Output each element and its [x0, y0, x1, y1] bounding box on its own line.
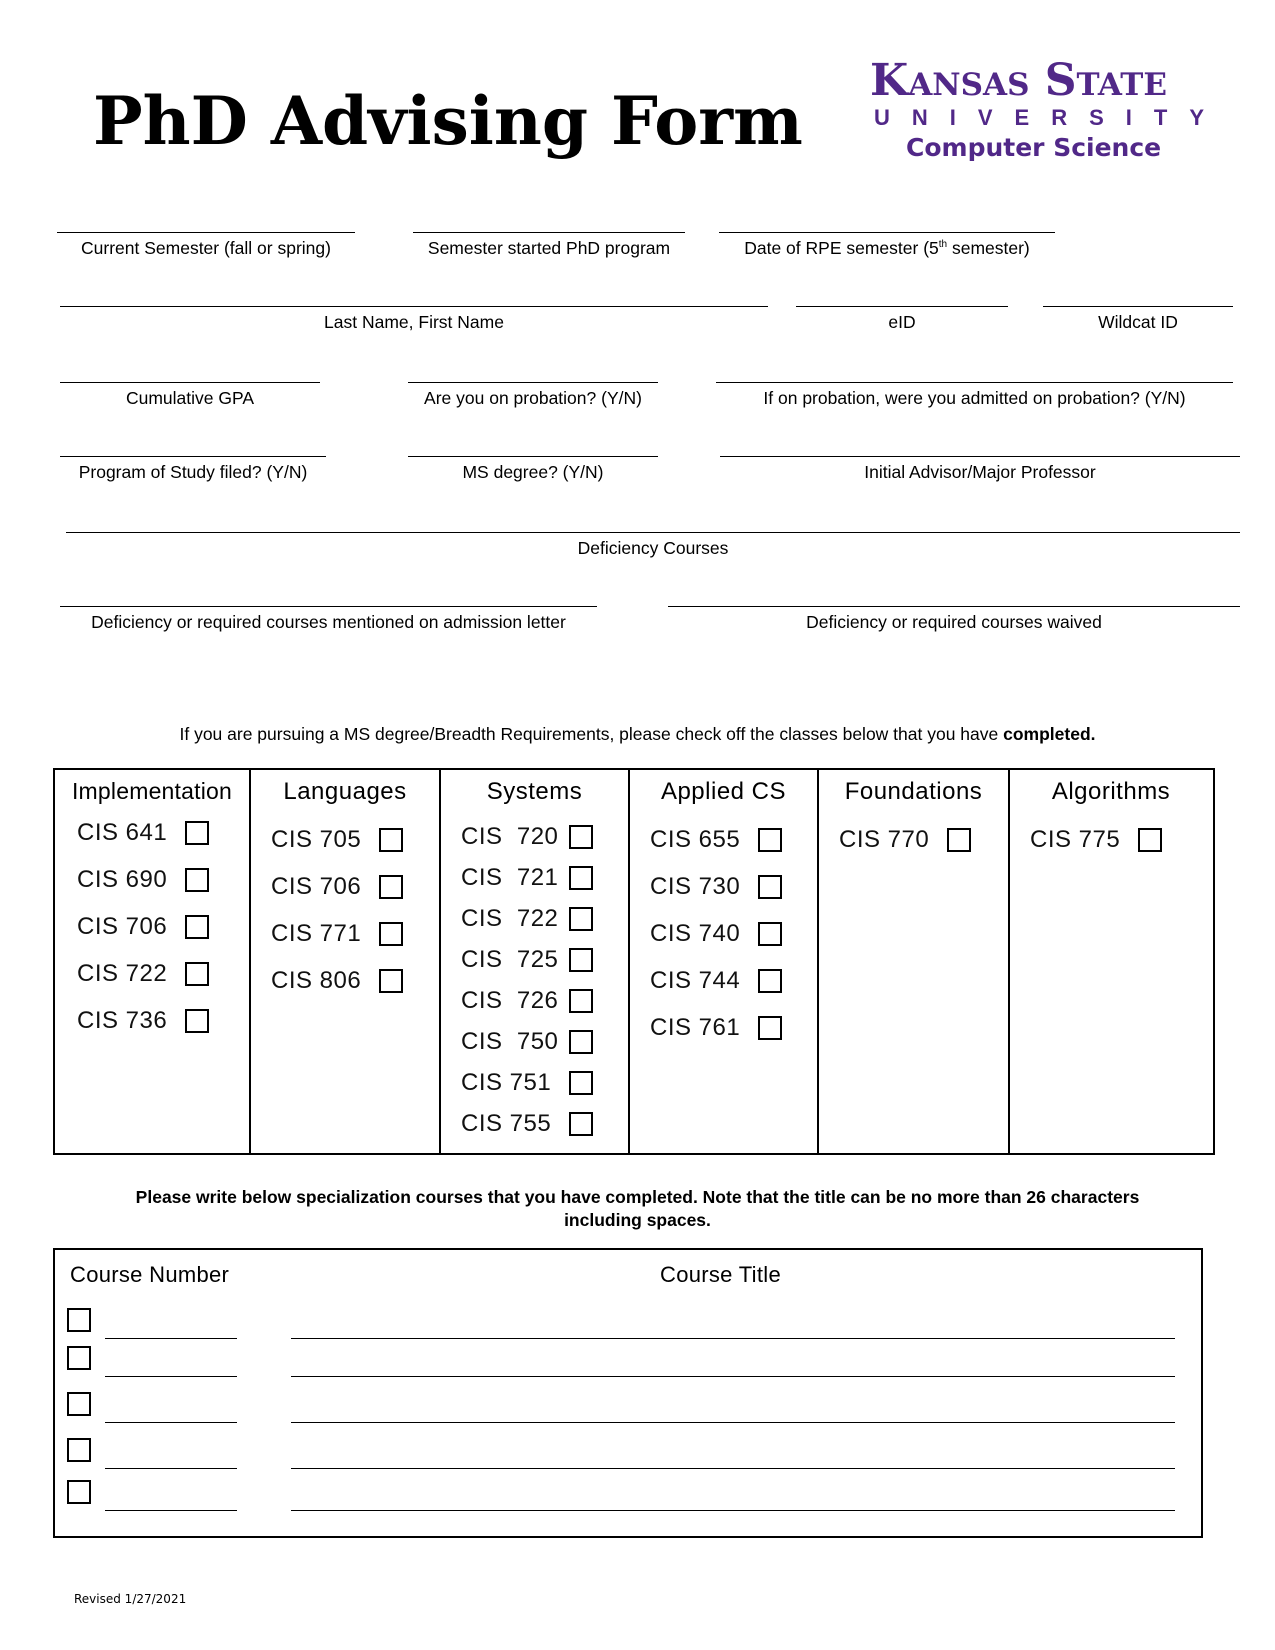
- course-row[interactable]: [630, 910, 817, 957]
- breadth-instruction-bold: completed.: [1003, 724, 1096, 744]
- deficiency-courses-label: Deficiency Courses: [577, 538, 729, 558]
- course-list: [630, 816, 817, 1051]
- current-semester-label: Current Semester (fall or spring): [81, 238, 331, 258]
- course-number-line[interactable]: [105, 1510, 237, 1511]
- deficiency-letter-field[interactable]: [60, 606, 597, 633]
- deficiency-courses-field[interactable]: [66, 532, 1240, 559]
- course-title-line[interactable]: [291, 1338, 1175, 1339]
- course-number: CIS 751: [461, 1068, 552, 1096]
- gpa-line[interactable]: [60, 382, 320, 383]
- course-row[interactable]: [251, 910, 439, 957]
- course-title-line[interactable]: [291, 1468, 1175, 1469]
- course-checkbox[interactable]: [569, 825, 593, 849]
- specialization-row: [55, 1392, 1201, 1432]
- current-semester-field[interactable]: [57, 232, 355, 259]
- course-checkbox[interactable]: [379, 875, 403, 899]
- category-header: Foundations: [844, 778, 983, 805]
- specialization-instruction-line2: including spaces.: [564, 1210, 711, 1230]
- course-row[interactable]: [441, 857, 628, 898]
- admitted-probation-label: If on probation, were you admitted on probation? (Y/N): [763, 388, 1186, 408]
- course-number: CIS 690: [77, 865, 168, 893]
- course-number: CIS 736: [77, 1006, 168, 1034]
- advisor-label: Initial Advisor/Major Professor: [864, 462, 1096, 482]
- course-title-line[interactable]: [291, 1510, 1175, 1511]
- rpe-semester-line[interactable]: [719, 232, 1055, 233]
- category-applied-cs: [630, 770, 819, 1153]
- course-number: CIS 641: [77, 818, 168, 846]
- course-checkbox[interactable]: [379, 922, 403, 946]
- name-field[interactable]: [60, 306, 768, 333]
- course-list: [819, 816, 1008, 863]
- ms-degree-line[interactable]: [408, 456, 658, 457]
- category-systems: [441, 770, 630, 1153]
- course-checkbox[interactable]: [758, 969, 782, 993]
- deficiency-waived-field[interactable]: [668, 606, 1240, 633]
- admitted-probation-line[interactable]: [716, 382, 1233, 383]
- course-number: CIS 720: [461, 822, 559, 850]
- course-row[interactable]: [1010, 816, 1212, 863]
- category-implementation: [55, 770, 251, 1153]
- current-semester-line[interactable]: [57, 232, 355, 233]
- course-list: [441, 816, 628, 1144]
- specialization-checkbox[interactable]: [67, 1438, 91, 1462]
- advisor-field[interactable]: [720, 456, 1240, 483]
- course-number-line[interactable]: [105, 1422, 237, 1423]
- specialization-checkbox[interactable]: [67, 1480, 91, 1504]
- rpe-label-prefix: Date of RPE semester (5: [744, 238, 939, 258]
- rpe-label-suffix: semester): [947, 238, 1030, 258]
- course-row[interactable]: [630, 816, 817, 863]
- wildcat-id-label: Wildcat ID: [1098, 312, 1178, 332]
- course-checkbox[interactable]: [185, 1009, 209, 1033]
- course-row[interactable]: [55, 856, 249, 903]
- specialization-table: [53, 1248, 1203, 1538]
- specialization-row: [55, 1480, 1201, 1520]
- breadth-instruction: [0, 724, 1275, 745]
- course-checkbox[interactable]: [569, 989, 593, 1013]
- course-checkbox[interactable]: [758, 922, 782, 946]
- specialization-instruction-line1: Please write below specialization courses that you have completed. Note that the title can be no more than 26 characters: [135, 1187, 1140, 1207]
- specialization-checkbox[interactable]: [67, 1308, 91, 1332]
- deficiency-courses-line[interactable]: [66, 532, 1240, 533]
- breadth-categories-table: [53, 768, 1215, 1155]
- course-checkbox[interactable]: [185, 962, 209, 986]
- course-row[interactable]: [630, 1004, 817, 1051]
- university-logo: [870, 55, 1227, 164]
- course-checkbox[interactable]: [185, 868, 209, 892]
- course-checkbox[interactable]: [185, 915, 209, 939]
- deficiency-waived-label: Deficiency or required courses waived: [806, 612, 1102, 632]
- course-checkbox[interactable]: [569, 866, 593, 890]
- course-row[interactable]: [441, 898, 628, 939]
- eid-line[interactable]: [796, 306, 1008, 307]
- course-number: CIS 655: [650, 825, 741, 853]
- name-line[interactable]: [60, 306, 768, 307]
- course-number-header: Course Number: [70, 1262, 230, 1287]
- rpe-semester-field[interactable]: [719, 232, 1055, 259]
- eid-label: eID: [888, 312, 916, 332]
- advisor-line[interactable]: [720, 456, 1240, 457]
- specialization-checkbox[interactable]: [67, 1346, 91, 1370]
- course-checkbox[interactable]: [947, 828, 971, 852]
- course-number-line[interactable]: [105, 1376, 237, 1377]
- course-checkbox[interactable]: [569, 1112, 593, 1136]
- course-number: CIS 705: [271, 825, 362, 853]
- course-checkbox[interactable]: [758, 828, 782, 852]
- course-row[interactable]: [441, 939, 628, 980]
- course-row[interactable]: [251, 863, 439, 910]
- breadth-instruction-text: If you are pursuing a MS degree/Breadth Requirements, please check off the classes below that you have: [179, 724, 1004, 744]
- category-foundations: [819, 770, 1010, 1153]
- revised-date: Revised 1/27/2021: [74, 1592, 187, 1606]
- name-label: Last Name, First Name: [324, 312, 504, 332]
- ms-degree-label: MS degree? (Y/N): [462, 462, 604, 482]
- category-algorithms: [1010, 770, 1212, 1153]
- course-row[interactable]: [55, 950, 249, 997]
- course-checkbox[interactable]: [758, 1016, 782, 1040]
- logo-kansas-state: Kansas State: [870, 55, 1167, 106]
- course-checkbox[interactable]: [569, 1071, 593, 1095]
- deficiency-waived-line[interactable]: [668, 606, 1240, 607]
- course-number: CIS 721: [461, 863, 559, 891]
- course-number: CIS 761: [650, 1013, 741, 1041]
- course-number: CIS 771: [271, 919, 362, 947]
- course-number: CIS 770: [839, 825, 930, 853]
- course-number: CIS 775: [1030, 825, 1121, 853]
- course-row[interactable]: [441, 980, 628, 1021]
- course-number: CIS 806: [271, 966, 362, 994]
- course-number: CIS 722: [461, 904, 559, 932]
- program-of-study-label: Program of Study filed? (Y/N): [78, 462, 308, 482]
- course-row[interactable]: [630, 957, 817, 1004]
- program-of-study-field[interactable]: [60, 456, 326, 483]
- course-list: [1010, 816, 1212, 863]
- course-number: CIS 706: [271, 872, 362, 900]
- semester-started-field[interactable]: [413, 232, 685, 259]
- course-checkbox[interactable]: [569, 948, 593, 972]
- category-header: Implementation: [71, 778, 233, 804]
- program-of-study-line[interactable]: [60, 456, 326, 457]
- logo-computer-science: Computer Science: [906, 133, 1162, 162]
- probation-label: Are you on probation? (Y/N): [424, 388, 642, 408]
- course-row[interactable]: [55, 997, 249, 1044]
- course-checkbox[interactable]: [569, 907, 593, 931]
- course-number: CIS 706: [77, 912, 168, 940]
- course-title-line[interactable]: [291, 1422, 1175, 1423]
- course-checkbox[interactable]: [379, 828, 403, 852]
- gpa-label: Cumulative GPA: [125, 388, 255, 408]
- specialization-instruction: [0, 1186, 1275, 1232]
- course-title-line[interactable]: [291, 1376, 1175, 1377]
- course-number-line[interactable]: [105, 1338, 237, 1339]
- course-checkbox[interactable]: [379, 969, 403, 993]
- course-number: CIS 755: [461, 1109, 552, 1137]
- course-checkbox[interactable]: [569, 1030, 593, 1054]
- course-row[interactable]: [441, 1062, 628, 1103]
- course-number: CIS 740: [650, 919, 741, 947]
- category-header: Algorithms: [1051, 778, 1171, 805]
- course-number: CIS 725: [461, 945, 559, 973]
- specialization-row: [55, 1346, 1201, 1386]
- deficiency-letter-line[interactable]: [60, 606, 597, 607]
- course-row[interactable]: [251, 816, 439, 863]
- course-checkbox[interactable]: [185, 821, 209, 845]
- course-row[interactable]: [441, 816, 628, 857]
- course-number-line[interactable]: [105, 1468, 237, 1469]
- page-title: PhD Advising Form: [93, 82, 803, 160]
- course-row[interactable]: [55, 809, 249, 856]
- course-number: CIS 722: [77, 959, 168, 987]
- course-row[interactable]: [55, 903, 249, 950]
- category-header: Languages: [283, 778, 407, 805]
- eid-field[interactable]: [796, 306, 1008, 333]
- course-title-header: Course Title: [660, 1262, 781, 1287]
- admitted-probation-field[interactable]: [716, 382, 1233, 409]
- course-number: CIS 730: [650, 872, 741, 900]
- logo-university: UNIVERSITY: [874, 105, 1227, 130]
- probation-line[interactable]: [408, 382, 658, 383]
- deficiency-letter-label: Deficiency or required courses mentioned on admission letter: [91, 612, 566, 632]
- wildcat-id-line[interactable]: [1043, 306, 1233, 307]
- category-header: Systems: [486, 778, 583, 805]
- specialization-row: [55, 1308, 1201, 1348]
- course-row[interactable]: [441, 1103, 628, 1144]
- ms-degree-field[interactable]: [408, 456, 658, 483]
- course-list: [251, 816, 439, 1004]
- rpe-label-sup: th: [938, 239, 948, 251]
- gpa-field[interactable]: [60, 382, 320, 409]
- course-number: CIS 744: [650, 966, 741, 994]
- category-header: Applied CS: [660, 778, 787, 805]
- course-number: CIS 750: [461, 1027, 559, 1055]
- course-row[interactable]: [819, 816, 1008, 863]
- probation-field[interactable]: [408, 382, 658, 409]
- course-checkbox[interactable]: [1138, 828, 1162, 852]
- course-checkbox[interactable]: [758, 875, 782, 899]
- category-languages: [251, 770, 441, 1153]
- wildcat-id-field[interactable]: [1043, 306, 1233, 333]
- course-list: [55, 809, 249, 1044]
- specialization-checkbox[interactable]: [67, 1392, 91, 1416]
- specialization-row: [55, 1438, 1201, 1478]
- semester-started-line[interactable]: [413, 232, 685, 233]
- course-row[interactable]: [630, 863, 817, 910]
- semester-started-label: Semester started PhD program: [427, 238, 671, 258]
- course-row[interactable]: [251, 957, 439, 1004]
- course-number: CIS 726: [461, 986, 559, 1014]
- rpe-semester-label: [719, 238, 1055, 259]
- course-row[interactable]: [441, 1021, 628, 1062]
